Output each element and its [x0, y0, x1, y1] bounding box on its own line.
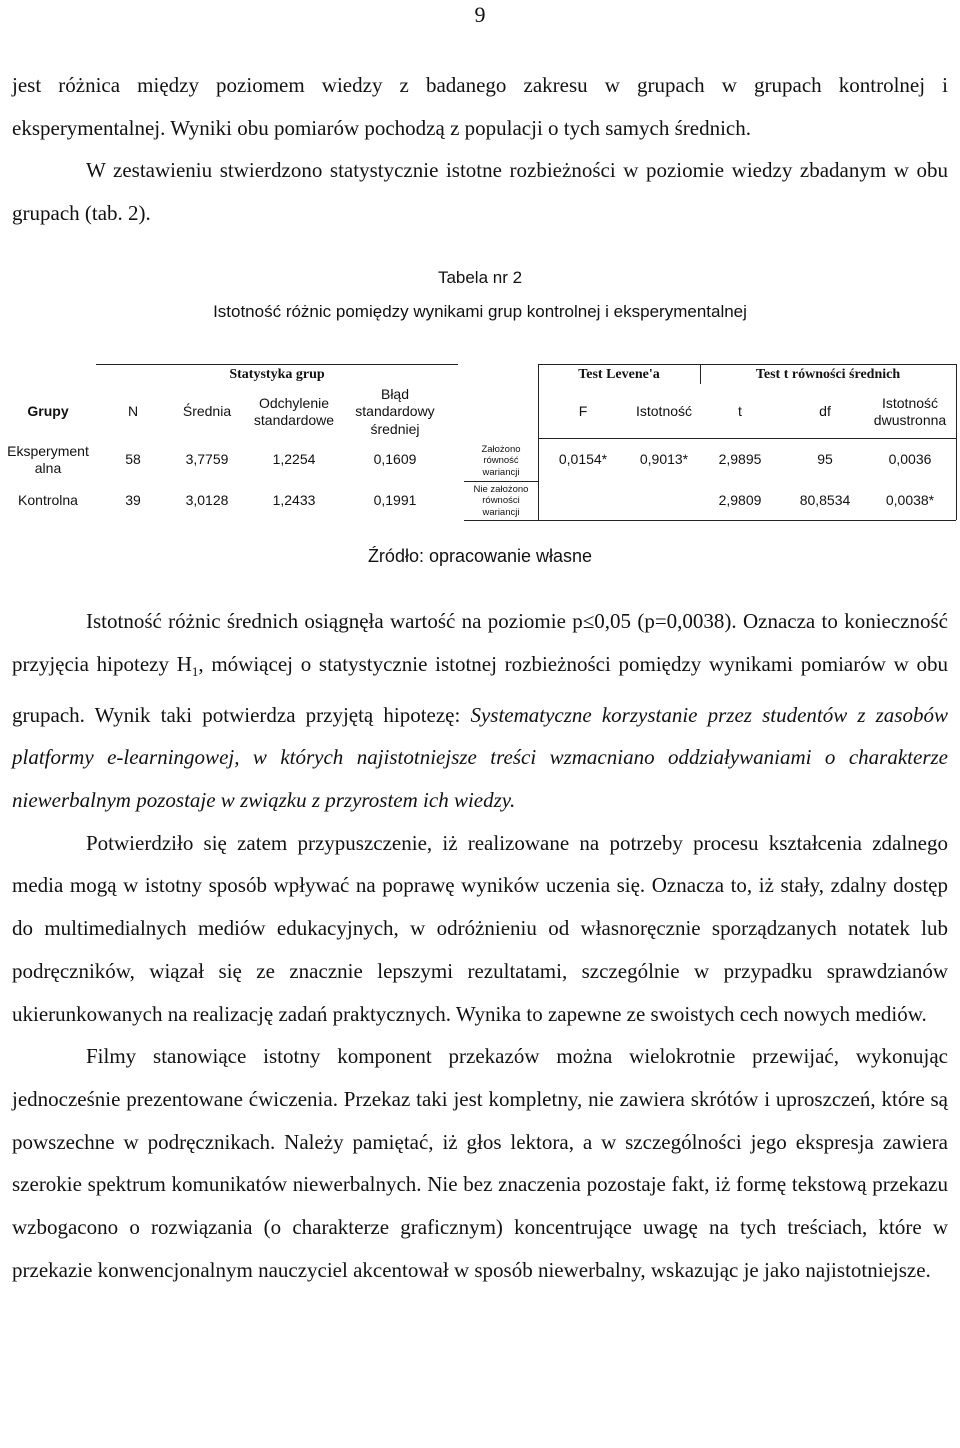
table-rule: [538, 438, 956, 439]
col-istotnosc: Istotność: [635, 403, 693, 420]
paragraph-1-mid: , mówiącej o statystycznie istotnej rozbieżności pomiędzy wynikami pomiarów w obu grupach. Wynik taki potwierdza przyjętą hipotezę:: [12, 651, 948, 727]
row-n: 58: [125, 451, 141, 468]
table-subtitle: Istotność różnic pomiędzy wynikami grup kontrolnej i eksperymentalnej: [213, 302, 747, 321]
row-blad: 0,1991: [373, 492, 417, 509]
paragraph-3: Filmy stanowiące istotny komponent przekazów można wielokrotnie przewijać, wykonując jednocześnie prezentowane ćwiczenia. Przekaz taki jest kompletny, nie zawiera skrótów i uproszczeń, które są powszechne w podręcznikach. Należy pamiętać, iż głos lektora, a w szczególności jego ekspresja zawiera szerokie spektrum komunikatów niewerbalnych. Nie bez znaczenia pozostaje fakt, iż formę tekstową przekazu wzbogacono o rozwiązania (o charakterze graficznym) koncentrujące uwagę na tych treściach, które w przekazie konwencjonalnym nauczyciel akcentował w sposób niewerbalny, wskazując je jako najistotniejsze.: [12, 1044, 948, 1282]
row-srednia: 3,7759: [185, 451, 229, 468]
intro-text-1: jest różnica między poziomem wiedzy z badanego zakresu w grupach w grupach kontrolnej i eksperymentalnej. Wyniki obu pomiarów pochodzą z populacji o tych samych średnich.: [12, 73, 948, 140]
col-n: N: [127, 403, 139, 420]
paragraph-1: [12, 600, 948, 822]
row-blad: 0,1609: [373, 451, 417, 468]
body-text: [12, 600, 948, 1291]
page-number: 9: [474, 2, 486, 27]
row-assumption: Nie założono równości wariancji: [473, 483, 529, 518]
table-title: Tabela nr 2: [437, 268, 523, 287]
col-istotnosc-dwustronna: Istotność dwustronna: [873, 394, 947, 428]
table-source: Źródło: opracowanie własne: [367, 546, 593, 566]
row-group-label: Eksperymentalna: [7, 442, 89, 476]
col-f: F: [578, 403, 588, 420]
paragraph-1-start: Istotność różnic średnich osiągnęła wartość na poziomie p≤0,05 (p=0,0038). Oznacza to konieczność przyjęcia hipotezy H: [12, 609, 948, 676]
header-test-levene: Test Levene'a: [578, 367, 660, 383]
subscript: 1: [191, 663, 199, 679]
row-assumption: Założono równość wariancji: [481, 443, 521, 478]
row-f: [538, 482, 628, 520]
row-odchylenie: 1,2254: [272, 451, 316, 468]
paragraph-2: Potwierdziło się zatem przypuszczenie, iż realizowane na potrzeby procesu kształcenia zdalnego media mogą w istotny sposób wpływać na poprawę wyników uczenia się. Oznacza to, iż stały, zdalny dostęp do multimedialnych mediów edukacyjnych, w odróżnieniu od własnoręcznie sporządzanych notatek lub podręczników, wiązał się ze znacznie lepszymi rezultatami, szczególnie w przypadku sprawdzianów ukierunkowanych na realizację zadań praktycznych. Wynika to zapewne ze swoistych cech nowych mediów.: [12, 830, 948, 1026]
row-t: 2,9895: [718, 451, 762, 468]
col-blad: Błąd standardowy średniej: [355, 385, 435, 437]
col-odchylenie: Odchylenie standardowe: [253, 394, 335, 428]
intro-paragraph: [12, 64, 948, 234]
row-istotnosc-dwustronna: 0,0038*: [885, 492, 935, 509]
hypothesis-text: Systematyczne korzystanie przez studentów z zasobów platformy e-learningowej, w których najistotniejsze treści wzmacniano oddziaływaniami o charakterze niewerbalnym pozostaje w związku z przyrostem ich wiedzy.: [12, 702, 948, 812]
row-istotnosc: 0,9013*: [639, 451, 689, 468]
col-t: t: [738, 403, 742, 420]
table-rule: [464, 520, 956, 521]
row-f: 0,0154*: [558, 451, 608, 468]
row-istotnosc-dwustronna: 0,0036: [888, 451, 932, 468]
row-n: 39: [125, 492, 141, 509]
col-srednia: Średnia: [182, 403, 232, 420]
row-istotnosc: [628, 482, 700, 520]
row-srednia: 3,0128: [185, 492, 229, 509]
row-df: 95: [817, 451, 833, 468]
header-test-t: Test t równości średnich: [755, 367, 901, 383]
row-group-label: Kontrolna: [18, 492, 78, 509]
intro-text-2: W zestawieniu stwierdzono statystycznie istotne rozbieżności w poziomie wiedzy zbadanym w obu grupach (tab. 2).: [12, 158, 948, 225]
row-odchylenie: 1,2433: [272, 492, 316, 509]
row-df: 80,8534: [799, 492, 851, 509]
header-statystyka-grup: Statystyka grup: [229, 367, 325, 383]
row-t: 2,9809: [718, 492, 762, 509]
col-df: df: [819, 403, 831, 420]
results-table: [0, 362, 960, 522]
col-grupy: Grupy: [27, 403, 69, 420]
